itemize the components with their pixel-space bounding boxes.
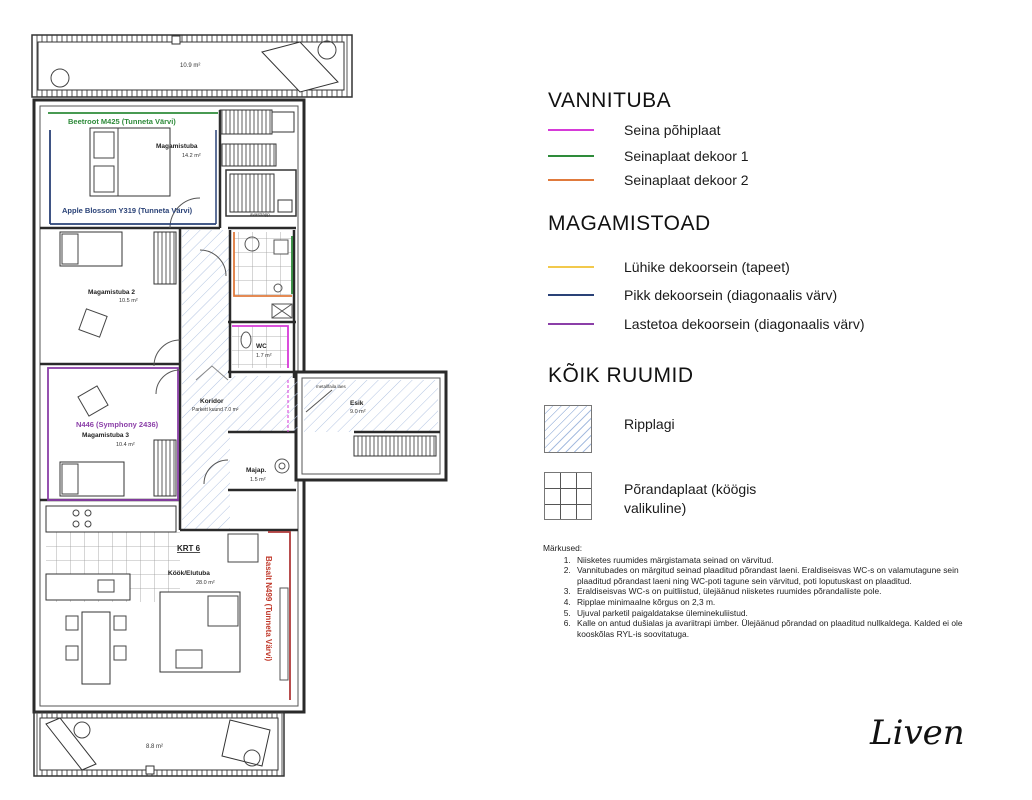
basalt-label: Basalt N499 (Tunneta Värvi) bbox=[264, 556, 273, 662]
legend-bed-item bbox=[548, 285, 837, 305]
swatch-ceiling bbox=[544, 405, 592, 453]
notes bbox=[543, 543, 963, 639]
corridor-name: Koridor bbox=[200, 398, 224, 405]
swatch-ceiling-label: Ripplagi bbox=[624, 416, 675, 432]
swatch-floor-tile-label: Põrandaplaat (köögis valikuline) bbox=[624, 481, 757, 516]
note-item: 2. Vannitubades on märgitud seinad plaaditud põrandast laeni. Eraldiseisvas WC-s on valamutagune sein plaaditud põrandast laeni ning WC-poti tagune sein värvitud, poti loputuskast on plaaditud. bbox=[573, 565, 963, 586]
legend-label: Lastetoa dekoorsein (diagonaalis värv) bbox=[624, 316, 865, 332]
storage-name: Majap. bbox=[246, 467, 267, 474]
bedroom3-name: Magamistuba 3 bbox=[82, 432, 129, 439]
wc-area: 1.7 m² bbox=[256, 353, 272, 359]
legend-line-navy bbox=[548, 294, 594, 296]
hall-area: 9.0 m² bbox=[350, 409, 366, 415]
balcony-top-area: 10.9 m² bbox=[180, 63, 201, 69]
bedroom1-name: Magamistuba bbox=[156, 143, 198, 150]
note-item: 4. Ripplae minimaalne kõrgus on 2,3 m. bbox=[573, 597, 963, 608]
metallfaila-label: metallfaila laes bbox=[316, 384, 346, 389]
legend-label: Pikk dekoorsein (diagonaalis värv) bbox=[624, 287, 838, 303]
legend-bath-item bbox=[548, 120, 721, 140]
hall-name: Esik bbox=[350, 400, 364, 407]
legend-line-green bbox=[548, 155, 594, 157]
legend-label: Seinaplaat dekoor 1 bbox=[624, 148, 749, 164]
logo-text: Liven bbox=[870, 713, 965, 753]
balcony-top bbox=[32, 35, 352, 97]
wc bbox=[232, 326, 288, 368]
corridor-ceiling-2 bbox=[228, 376, 298, 432]
legend-bed-item bbox=[548, 257, 790, 277]
corridor-ceiling bbox=[182, 230, 230, 530]
swatch-floor-tile bbox=[544, 472, 592, 520]
legend-bath-item bbox=[548, 170, 749, 190]
note-item: 6. Kalle on antud dušialas ja avariitrapi ümber. Ülejäänud põrandad on plaaditud nullkaldega. Kalded ei ole kooskõlas RYL-is soovitatuga. bbox=[573, 618, 963, 639]
kitchen-name: Köök/Elutuba bbox=[168, 570, 210, 577]
basalt-panel bbox=[280, 588, 288, 680]
note-item: 5. Ujuval parketil paigaldatakse üleminekuliistud. bbox=[573, 608, 963, 619]
corridor-area: Parkett kuund 7.0 m² bbox=[192, 407, 239, 413]
legend-bed-item bbox=[548, 314, 864, 334]
bedroom1-area: 14.2 m² bbox=[182, 153, 201, 159]
notes-heading: Märkused: bbox=[543, 543, 583, 553]
sauna bbox=[226, 170, 296, 217]
apartment-label: KRT 6 bbox=[177, 544, 201, 553]
balcony-bottom-area: 8.8 m² bbox=[146, 744, 164, 750]
balcony-bottom bbox=[34, 712, 284, 776]
legend-label: Lühike dekoorsein (tapeet) bbox=[624, 259, 790, 275]
legend-line-purple bbox=[548, 323, 594, 325]
beetroot-label: Beetroot M425 (Tunneta Värvi) bbox=[68, 117, 176, 126]
bedroom2-area: 10.5 m² bbox=[119, 298, 138, 304]
legend-line-yellow bbox=[548, 266, 594, 268]
legend-all-title: KÕIK RUUMID bbox=[548, 364, 694, 387]
legend-label: Seina põhiplaat bbox=[624, 122, 721, 138]
legend-bath-title: VANNITUBA bbox=[548, 89, 672, 112]
liven-logo bbox=[866, 706, 986, 756]
note-item: 1. Niisketes ruumides märgistamata seinad on värvitud. bbox=[573, 555, 963, 566]
note-item: 3. Eraldiseisvas WC-s on puitliistud, ülejäänud niisketes ruumides põrandaliiste pole. bbox=[573, 586, 963, 597]
storage-area: 1.5 m² bbox=[250, 477, 266, 483]
apple-blossom-label: Apple Blossom Y319 (Tunneta Värvi) bbox=[62, 206, 193, 215]
legend-label: Seinaplaat dekoor 2 bbox=[624, 172, 749, 188]
legend-line-orange bbox=[548, 179, 594, 181]
legend-line-magenta bbox=[548, 129, 594, 131]
legend-bath-item bbox=[548, 146, 749, 166]
avastrapp-label: avastrapp bbox=[250, 212, 270, 217]
n446-label: N446 (Symphony 2436) bbox=[76, 420, 159, 429]
bedroom3-area: 10.4 m² bbox=[116, 442, 135, 448]
bedroom2-name: Magamistuba 2 bbox=[88, 289, 135, 296]
wc-name: WC bbox=[256, 343, 267, 350]
legend-bed-title: MAGAMISTOAD bbox=[548, 212, 711, 235]
kitchen-area: 28.0 m² bbox=[196, 580, 215, 586]
